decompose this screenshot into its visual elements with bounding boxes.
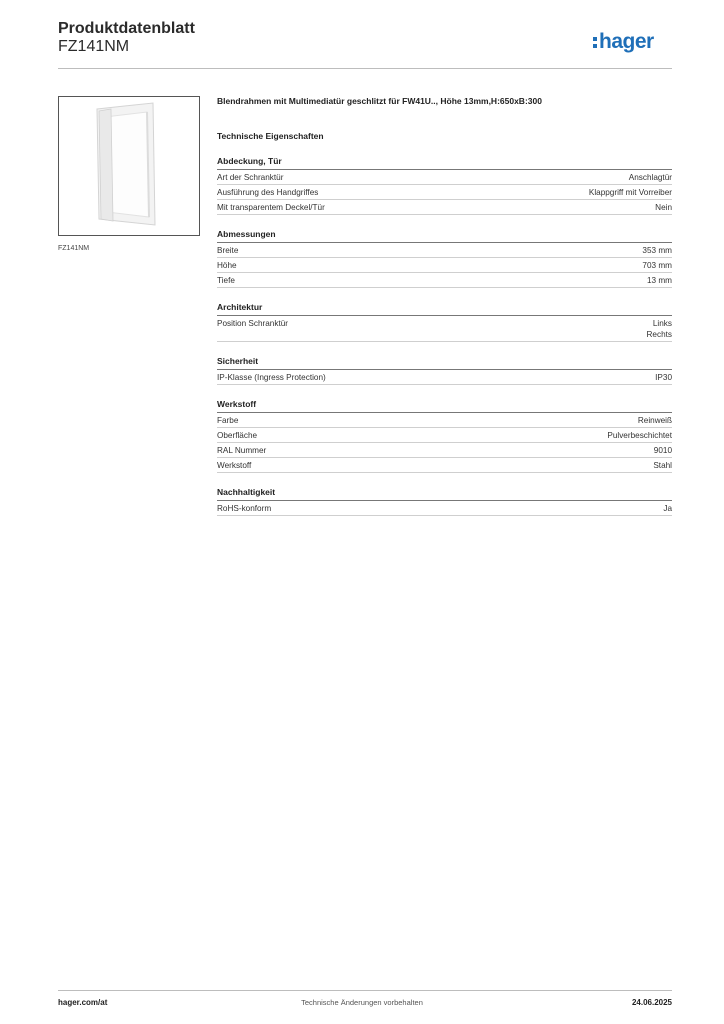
property-label: Art der Schranktür <box>217 173 284 182</box>
property-row <box>217 443 672 458</box>
technical-properties-heading: Technische Eigenschaften <box>217 131 324 141</box>
property-value-line: IP30 <box>655 373 672 382</box>
property-section <box>217 486 672 516</box>
property-row <box>217 258 672 273</box>
property-value <box>655 202 672 213</box>
property-section <box>217 228 672 288</box>
image-caption: FZ141NM <box>58 245 90 252</box>
property-row <box>217 316 672 342</box>
property-row <box>217 413 672 428</box>
footer-divider <box>58 990 672 991</box>
property-value <box>655 372 672 383</box>
product-code: FZ141NM <box>58 38 130 55</box>
section-title: Nachhaltigkeit <box>217 486 672 501</box>
property-value-line: Stahl <box>653 461 672 470</box>
product-description: Blendrahmen mit Multimediatür geschlitzt für FW41U.., Höhe 13mm,H:650xB:300 <box>217 96 542 106</box>
property-row <box>217 243 672 258</box>
product-details <box>217 95 672 516</box>
property-label: Farbe <box>217 416 239 425</box>
section-title: Werkstoff <box>217 398 672 413</box>
section-title: Architektur <box>217 301 672 316</box>
property-value <box>638 415 672 426</box>
property-value-line: Nein <box>655 203 672 212</box>
property-value <box>647 275 672 286</box>
property-section <box>217 398 672 473</box>
footer-notice: Technische Änderungen vorbehalten <box>301 998 423 1007</box>
property-value <box>589 187 672 198</box>
property-value-line: Reinweiß <box>637 416 672 425</box>
door-frame-image <box>59 97 199 235</box>
section-title: Sicherheit <box>217 355 672 370</box>
property-value <box>629 172 672 183</box>
property-value <box>642 245 672 256</box>
property-label: Oberfläche <box>217 431 258 440</box>
property-value <box>647 318 672 340</box>
property-value <box>642 260 672 271</box>
property-value-line: Anschlagtür <box>628 173 672 182</box>
property-label: RoHS-konform <box>217 504 272 513</box>
property-value-line: 703 mm <box>642 261 672 270</box>
property-label: RAL Nummer <box>217 446 267 455</box>
property-label: Breite <box>217 246 239 255</box>
property-value <box>607 430 672 441</box>
property-row <box>217 185 672 200</box>
property-section <box>217 355 672 385</box>
property-section <box>217 155 672 215</box>
property-value-line: Ja <box>663 504 672 513</box>
property-row <box>217 428 672 443</box>
property-label: IP-Klasse (Ingress Protection) <box>217 373 326 382</box>
property-value-line: Links <box>652 319 672 328</box>
property-value <box>654 445 672 456</box>
section-title: Abmessungen <box>217 228 672 243</box>
property-value <box>663 503 672 514</box>
property-value-line: 353 mm <box>642 246 672 255</box>
property-value-line: 13 mm <box>646 276 672 285</box>
property-value-line: Klappgriff mit Vorreiber <box>588 188 672 197</box>
property-row <box>217 501 672 516</box>
logo-text: hager <box>599 30 654 53</box>
property-row <box>217 170 672 185</box>
property-label: Tiefe <box>217 276 235 285</box>
property-value-line: Pulverbeschichtet <box>607 431 672 440</box>
footer-website: hager.com/at <box>58 998 108 1007</box>
property-row <box>217 370 672 385</box>
property-row <box>217 458 672 473</box>
property-label: Ausführung des Handgriffes <box>217 188 319 197</box>
property-label: Mit transparentem Deckel/Tür <box>217 203 325 212</box>
property-label: Werkstoff <box>217 461 252 470</box>
property-value-line: 9010 <box>653 446 672 455</box>
property-row <box>217 200 672 215</box>
footer-date: 24.06.2025 <box>631 998 672 1007</box>
hager-logo <box>592 28 672 54</box>
product-image <box>58 96 200 236</box>
document-title: Produktdatenblatt <box>58 20 195 37</box>
section-title: Abdeckung, Tür <box>217 155 672 170</box>
property-value <box>653 460 672 471</box>
property-sections <box>217 155 672 516</box>
header-divider <box>58 68 672 69</box>
property-section <box>217 301 672 342</box>
property-label: Höhe <box>217 261 237 270</box>
property-value-line: Rechts <box>646 330 672 339</box>
property-label: Position Schranktür <box>217 319 288 328</box>
property-row <box>217 273 672 288</box>
